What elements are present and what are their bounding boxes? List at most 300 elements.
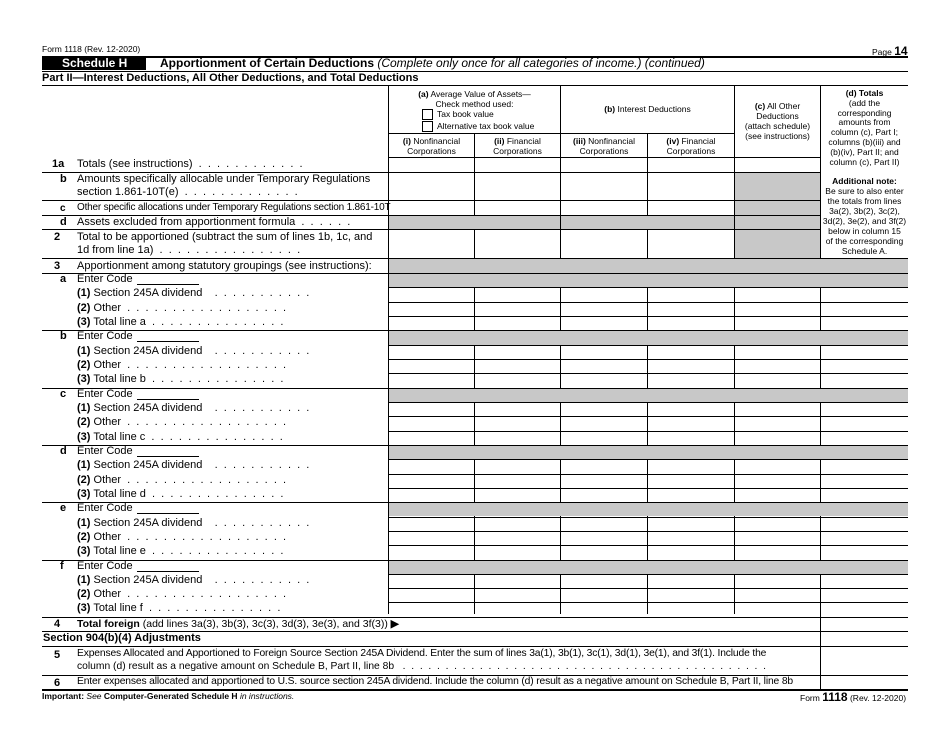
schedule-title-text: Apportionment of Certain Deductions [160, 56, 374, 70]
group-code-label [77, 388, 199, 400]
group-cell-input[interactable] [648, 432, 734, 445]
group-row-3-text: Total line a [93, 315, 146, 328]
group-cell-input[interactable] [648, 532, 734, 545]
group-cell-input[interactable] [475, 417, 560, 430]
group-cell-input[interactable] [648, 288, 734, 301]
col-b-title: Interest Deductions [617, 104, 691, 114]
group-cell-input[interactable] [475, 546, 560, 559]
group-code-shaded [389, 561, 908, 574]
group-cell-input[interactable] [735, 303, 820, 316]
group-cell-input[interactable] [821, 489, 908, 502]
group-row-1-text: Section 245A dividend [93, 401, 203, 414]
group-cell-input[interactable] [561, 460, 647, 473]
group-cell-input[interactable] [475, 518, 560, 531]
group-row-1-num: (1) [77, 344, 91, 357]
footer-form-prefix: Form [800, 693, 820, 703]
line-5-num: 5 [54, 649, 61, 661]
important-tail: in instructions. [239, 691, 295, 701]
group-row-3-text: Total line b [93, 373, 146, 386]
group-cell-input[interactable] [561, 303, 647, 316]
group-row-2: (2) Other . . . . . . . . . . . . . . . . . . [77, 473, 287, 486]
group-cell-input[interactable] [735, 417, 820, 430]
group-code-shaded [389, 331, 908, 344]
group-cell-input[interactable] [475, 374, 560, 387]
group-cell-input[interactable] [821, 303, 908, 316]
schedule-badge: Schedule H [42, 57, 146, 70]
col-a-title: Average Value of Assets— [430, 89, 531, 99]
group-row-1-text: Section 245A dividend [93, 459, 203, 472]
col-iii-label2: Corporations [579, 145, 629, 156]
group-cell-input[interactable] [475, 489, 560, 502]
group-row-1: (1) Section 245A dividend . . . . . . . . . . . [77, 401, 310, 414]
top-cell-input[interactable] [475, 173, 560, 200]
col-i-label2: Corporations [407, 145, 456, 156]
group-row-3-num: (3) [77, 545, 91, 558]
group-row-1: (1) Section 245A dividend . . . . . . . . . . . [77, 516, 310, 529]
col-c-title: All Other [767, 101, 801, 111]
line-1d-num: d [60, 216, 67, 228]
line-5-text2: column (d) result as a negative amount on Schedule B, Part II, line 8b [77, 661, 395, 672]
group-cell-input[interactable] [821, 603, 908, 616]
footer-form [800, 690, 906, 704]
group-code-text: Enter Code [77, 387, 133, 400]
group-row-1: (1) Section 245A dividend . . . . . . . . . . . [77, 573, 310, 586]
col-ii-header [475, 137, 560, 156]
group-row-3-num: (3) [77, 602, 91, 615]
group-cell-input[interactable] [475, 460, 560, 473]
col-a-header [389, 89, 560, 109]
line-1d-text: Assets excluded from apportionment formula [77, 216, 296, 228]
group-cell-input[interactable] [735, 317, 820, 330]
schedule-title [160, 57, 705, 70]
footer-important [42, 691, 294, 701]
tax-book-label: Tax book value [437, 109, 494, 119]
line-1a-num: 1a [52, 158, 65, 170]
group-code-input[interactable] [137, 389, 199, 400]
group-cell-input[interactable] [735, 603, 820, 616]
group-cell-input[interactable] [389, 589, 474, 602]
group-cell-input[interactable] [561, 317, 647, 330]
group-row-3: (3) Total line f . . . . . . . . . . . . . . . [77, 602, 281, 615]
group-cell-input[interactable] [389, 489, 474, 502]
group-cell-input[interactable] [735, 489, 820, 502]
group-letter: a [60, 273, 67, 285]
group-cell-input[interactable] [561, 475, 647, 488]
group-row-3: (3) Total line d . . . . . . . . . . . . . . . [77, 487, 284, 500]
group-cell-input[interactable] [735, 475, 820, 488]
group-cell-input[interactable] [648, 603, 734, 616]
group-row-2-text: Other [93, 416, 122, 429]
col-iv-bold: (iv) [666, 136, 680, 146]
group-cell-input[interactable] [561, 575, 647, 588]
group-cell-input[interactable] [561, 403, 647, 416]
col-c-bold: (c) [754, 101, 766, 111]
footer-form-rev: (Rev. 12-2020) [849, 693, 907, 703]
additional-note-title: Additional note: [832, 176, 897, 186]
group-code-text: Enter Code [77, 444, 133, 457]
group-letter: f [60, 559, 64, 572]
note-l6: of the corresponding [825, 236, 904, 246]
group-cell-input[interactable] [821, 546, 908, 559]
group-code-label [77, 445, 199, 457]
group-row-3: (3) Total line c . . . . . . . . . . . . . . . [77, 430, 283, 443]
group-cell-input[interactable] [821, 417, 908, 430]
group-row-2: (2) Other . . . . . . . . . . . . . . . . . . [77, 358, 287, 371]
schedule-subtitle: (Complete only once for all categories of income.) (continued) [377, 56, 705, 70]
note-l5: below in column 15 [828, 226, 901, 236]
group-row-2-text: Other [93, 473, 122, 486]
group-code-input[interactable] [137, 331, 199, 342]
col-ii-bold: (ii) [494, 136, 505, 146]
group-row-2-num: (2) [77, 416, 91, 429]
group-row-3-text: Total line c [93, 430, 146, 443]
group-row-3-num: (3) [77, 487, 91, 500]
top-cell-input[interactable] [389, 230, 474, 258]
group-row-3-text: Total line e [93, 545, 146, 558]
group-cell-input[interactable] [648, 303, 734, 316]
group-cell-input[interactable] [735, 546, 820, 559]
group-code-shaded [389, 389, 908, 402]
group-letter: d [60, 444, 67, 457]
group-row-2-text: Other [93, 358, 122, 371]
group-row-2-num: (2) [77, 358, 91, 371]
group-cell-input[interactable] [561, 360, 647, 373]
group-cell-input[interactable] [821, 589, 908, 602]
group-cell-input[interactable] [561, 518, 647, 531]
col-d-line4: amounts from [838, 117, 891, 128]
part-title: Part II—Interest Deductions, All Other Deductions, and Total Deductions [42, 72, 419, 84]
group-cell-input[interactable] [648, 546, 734, 559]
group-cell-input[interactable] [475, 589, 560, 602]
group-cell-input[interactable] [648, 518, 734, 531]
group-cell-input[interactable] [389, 575, 474, 588]
col-a-bold: (a) [418, 89, 429, 99]
group-cell-input[interactable] [821, 475, 908, 488]
top-cell-input[interactable] [389, 201, 474, 215]
group-cell-input[interactable] [475, 603, 560, 616]
group-row-3-num: (3) [77, 430, 91, 443]
group-code-text: Enter Code [77, 559, 133, 572]
group-letter: e [60, 502, 67, 515]
group-cell-input[interactable] [821, 575, 908, 588]
group-cell-input[interactable] [389, 460, 474, 473]
group-cell-input[interactable] [821, 518, 908, 531]
top-cell-input[interactable] [475, 230, 560, 258]
group-cell-input[interactable] [648, 589, 734, 602]
group-cell-input[interactable] [561, 374, 647, 387]
group-code-text: Enter Code [77, 330, 133, 343]
col-c-line2: Deductions [756, 111, 799, 121]
col-iii-header [561, 137, 647, 156]
group-row-2-text: Other [93, 301, 122, 314]
note-l4: 3d(2), 3e(2), and 3f(2) [822, 216, 907, 226]
group-row-1-text: Section 245A dividend [93, 573, 203, 586]
group-cell-input[interactable] [475, 346, 560, 359]
top-cell-input[interactable] [561, 158, 646, 172]
footer-form-num: 1118 [822, 690, 848, 704]
group-code-shaded [389, 274, 908, 287]
line-2-text: Total to be apportioned (subtract the sum of lines 1b, 1c, and [77, 231, 373, 243]
important-bold: Important: [42, 691, 85, 701]
important-link: Computer-Generated Schedule H [103, 691, 238, 701]
top-cell-input[interactable] [561, 201, 646, 215]
line-4-num: 4 [54, 618, 61, 630]
group-cell-input[interactable] [648, 575, 734, 588]
group-row-3-num: (3) [77, 315, 91, 328]
group-cell-input[interactable] [648, 417, 734, 430]
col-c-header [735, 101, 820, 141]
line-1a-text: Totals (see instructions) [77, 158, 193, 170]
top-cell-input[interactable] [648, 230, 733, 258]
line-6-text: Enter expenses allocated and apportioned to U.S. source section 245A dividend. Include the column (d) result as a negative amount on Schedule B, Part II, line 8b [77, 676, 793, 687]
col-i-label: Nonfinancial [413, 136, 461, 146]
group-cell-input[interactable] [389, 360, 474, 373]
group-cell-input[interactable] [821, 403, 908, 416]
group-row-2: (2) Other . . . . . . . . . . . . . . . . . . [77, 416, 287, 429]
top-cell-input[interactable] [648, 216, 733, 229]
group-code-text: Enter Code [77, 273, 133, 285]
note-l7: Schedule A. [841, 246, 888, 256]
group-code-input[interactable] [137, 561, 199, 572]
group-code-shaded [389, 503, 908, 516]
col-a-title2: Check method used: [435, 99, 514, 109]
col-d-title: (d) Totals [845, 88, 884, 98]
line-4-text: (add lines 3a(3), 3b(3), 3c(3), 3d(3), 3e(3), and 3f(3)) [142, 618, 388, 630]
line-1c-num: c [60, 203, 66, 214]
group-cell-input[interactable] [389, 518, 474, 531]
group-row-2: (2) Other . . . . . . . . . . . . . . . . . . [77, 530, 287, 543]
col-d-line6: columns (b)(iii) and [828, 136, 901, 147]
group-cell-input[interactable] [648, 374, 734, 387]
group-row-1-text: Section 245A dividend [93, 516, 203, 529]
group-row-3-num: (3) [77, 373, 91, 386]
group-cell-input[interactable] [821, 360, 908, 373]
group-row-1-num: (1) [77, 287, 91, 300]
group-cell-input[interactable] [735, 589, 820, 602]
group-cell-input[interactable] [821, 346, 908, 359]
group-cell-input[interactable] [561, 288, 647, 301]
page-number: 14 [894, 44, 908, 58]
group-cell-input[interactable] [389, 546, 474, 559]
group-code-label [77, 273, 199, 285]
group-row-1: (1) Section 245A dividend . . . . . . . . . . . [77, 287, 310, 300]
group-cell-input[interactable] [475, 288, 560, 301]
group-cell-input[interactable] [475, 303, 560, 316]
group-cell-input[interactable] [389, 603, 474, 616]
group-cell-input[interactable] [475, 532, 560, 545]
top-cell-input[interactable] [648, 201, 733, 215]
group-cell-input[interactable] [821, 317, 908, 330]
form-id: Form 1118 (Rev. 12-2020) [42, 44, 141, 54]
group-cell-input[interactable] [389, 346, 474, 359]
group-cell-input[interactable] [561, 546, 647, 559]
group-code-input[interactable] [137, 503, 199, 514]
top-cell-input[interactable] [561, 230, 646, 258]
group-cell-input[interactable] [475, 317, 560, 330]
section-904-title: Section 904(b)(4) Adjustments [43, 632, 201, 644]
line-6-num: 6 [54, 677, 61, 689]
group-cell-input[interactable] [735, 518, 820, 531]
group-cell-input[interactable] [389, 374, 474, 387]
line-1b-label2: section 1.861-10T(e) . . . . . . . . . . . . . [77, 186, 298, 198]
group-cell-input[interactable] [648, 360, 734, 373]
group-row-2-num: (2) [77, 588, 91, 601]
group-cell-input[interactable] [561, 346, 647, 359]
group-cell-input[interactable] [561, 532, 647, 545]
col-iv-label: Financial [681, 136, 716, 146]
group-cell-input[interactable] [389, 417, 474, 430]
group-cell-input[interactable] [475, 403, 560, 416]
group-cell-input[interactable] [475, 360, 560, 373]
group-letter: c [60, 387, 67, 400]
line-1b-num: b [60, 173, 67, 185]
line-1b-text: Amounts specifically allocable under Temporary Regulations [77, 173, 371, 185]
group-cell-input[interactable] [735, 532, 820, 545]
group-cell-input[interactable] [735, 346, 820, 359]
group-cell-input[interactable] [648, 346, 734, 359]
group-cell-input[interactable] [821, 532, 908, 545]
group-letter: b [60, 330, 67, 343]
method-tax-book[interactable] [422, 109, 494, 120]
group-cell-input[interactable] [561, 603, 647, 616]
line-4-label [77, 618, 399, 630]
col-ii-label: Financial [506, 136, 541, 146]
top-cell-input[interactable] [475, 158, 560, 172]
col-i-bold: (i) [402, 136, 411, 146]
group-row-2-num: (2) [77, 530, 91, 543]
top-cell-input[interactable] [475, 201, 560, 215]
method-alt-tax-book[interactable] [422, 121, 534, 132]
group-row-1: (1) Section 245A dividend . . . . . . . . . . . [77, 459, 310, 472]
group-row-1-num: (1) [77, 516, 91, 529]
group-cell-input[interactable] [735, 374, 820, 387]
line-1d-label: Assets excluded from apportionment formula . . . . . . [77, 216, 351, 228]
group-cell-input[interactable] [648, 460, 734, 473]
group-row-2-text: Other [93, 530, 122, 543]
group-cell-input[interactable] [821, 288, 908, 301]
group-cell-input[interactable] [648, 489, 734, 502]
col-d-line8: column (c), Part II) [829, 156, 900, 167]
top-cell-input[interactable] [475, 216, 560, 229]
col-iii-label: Nonfinancial [588, 136, 635, 146]
group-code-input[interactable] [137, 274, 199, 285]
group-cell-input[interactable] [389, 403, 474, 416]
group-cell-input[interactable] [389, 303, 474, 316]
group-row-3-text: Total line d [93, 487, 146, 500]
group-cell-input[interactable] [561, 417, 647, 430]
important-see: See [86, 691, 102, 701]
group-cell-input[interactable] [735, 288, 820, 301]
group-cell-input[interactable] [735, 460, 820, 473]
col-d-line3: corresponding [837, 107, 892, 118]
group-row-1-num: (1) [77, 573, 91, 586]
line-1a-label: Totals (see instructions) . . . . . . . . . . . . [77, 158, 303, 170]
line-3-num: 3 [54, 260, 61, 272]
top-cell-input[interactable] [389, 158, 474, 172]
group-cell-input[interactable] [735, 432, 820, 445]
col-c-line4: (see instructions) [745, 131, 810, 141]
top-cell-input[interactable] [561, 216, 646, 229]
line-6-col-d-input[interactable] [821, 676, 908, 689]
note-l3: 3a(2), 3b(2), 3c(2), [829, 206, 900, 216]
group-cell-input[interactable] [561, 432, 647, 445]
group-cell-input[interactable] [821, 374, 908, 387]
line-2-label2: 1d from line 1a) . . . . . . . . . . . . . . . . [77, 244, 301, 256]
top-cell-input[interactable] [561, 173, 646, 200]
group-row-3-text: Total line f [93, 602, 143, 615]
group-code-label [77, 560, 199, 572]
col-b-bold: (b) [604, 104, 616, 114]
group-row-2-num: (2) [77, 473, 91, 486]
top-cell-input[interactable] [389, 216, 474, 229]
page-label-text: Page [872, 47, 892, 57]
col-b-header [561, 104, 734, 114]
arrow-right-icon: ▶ [390, 618, 399, 630]
group-cell-input[interactable] [475, 575, 560, 588]
group-code-shaded [389, 446, 908, 459]
col-i-header [389, 137, 474, 156]
group-row-1-num: (1) [77, 459, 91, 472]
group-cell-input[interactable] [821, 460, 908, 473]
group-cell-input[interactable] [475, 432, 560, 445]
top-cell-input[interactable] [648, 158, 733, 172]
group-cell-input[interactable] [389, 532, 474, 545]
group-cell-input[interactable] [561, 589, 647, 602]
col-d-line2: (add the [848, 97, 881, 108]
group-code-label [77, 502, 199, 514]
group-row-3: (3) Total line e . . . . . . . . . . . . . . . [77, 545, 284, 558]
group-cell-input[interactable] [735, 360, 820, 373]
line-5-label2: column (d) result as a negative amount on Schedule B, Part II, line 8b . . . . . . . . . . . . . . . . . . . . . . . . . . . . . . . . . . . . . . . . . . . [77, 661, 766, 672]
col-d-line7: (b)(iv), Part II; and [830, 146, 899, 157]
group-cell-input[interactable] [648, 317, 734, 330]
line-5-col-d-input[interactable] [821, 647, 908, 675]
line-1b-text2: section 1.861-10T(e) [77, 186, 179, 198]
col-d-header [821, 89, 908, 167]
group-row-1-text: Section 245A dividend [93, 287, 203, 300]
line-1c-text: Other specific allocations under Temporary Regulations section 1.861-10T [77, 202, 391, 213]
group-code-label [77, 330, 199, 342]
group-cell-input[interactable] [648, 403, 734, 416]
note-l2: the totals from lines [827, 196, 902, 206]
group-cell-input[interactable] [735, 575, 820, 588]
group-cell-input[interactable] [389, 475, 474, 488]
top-cell-input[interactable] [389, 173, 474, 200]
group-cell-input[interactable] [389, 317, 474, 330]
group-cell-input[interactable] [648, 475, 734, 488]
note-l1: Be sure to also enter [825, 186, 904, 196]
col-iv-label2: Corporations [666, 145, 716, 156]
group-cell-input[interactable] [389, 288, 474, 301]
group-cell-input[interactable] [475, 475, 560, 488]
group-cell-input[interactable] [735, 403, 820, 416]
additional-note [821, 176, 908, 256]
group-cell-input[interactable] [821, 432, 908, 445]
top-cell-input[interactable] [648, 173, 733, 200]
tax-book-checkbox[interactable] [422, 109, 433, 120]
col-d-line5: column (c), Part I; [830, 127, 899, 138]
group-row-1-text: Section 245A dividend [93, 344, 203, 357]
line-2-text2: 1d from line 1a) [77, 244, 154, 256]
group-row-2-text: Other [93, 588, 122, 601]
alt-tax-book-checkbox[interactable] [422, 121, 433, 132]
alt-tax-book-label: Alternative tax book value [437, 121, 535, 131]
col-c-line3: (attach schedule) [744, 121, 811, 131]
group-row-1-num: (1) [77, 401, 91, 414]
group-code-input[interactable] [137, 446, 199, 457]
group-cell-input[interactable] [389, 432, 474, 445]
group-cell-input[interactable] [561, 489, 647, 502]
